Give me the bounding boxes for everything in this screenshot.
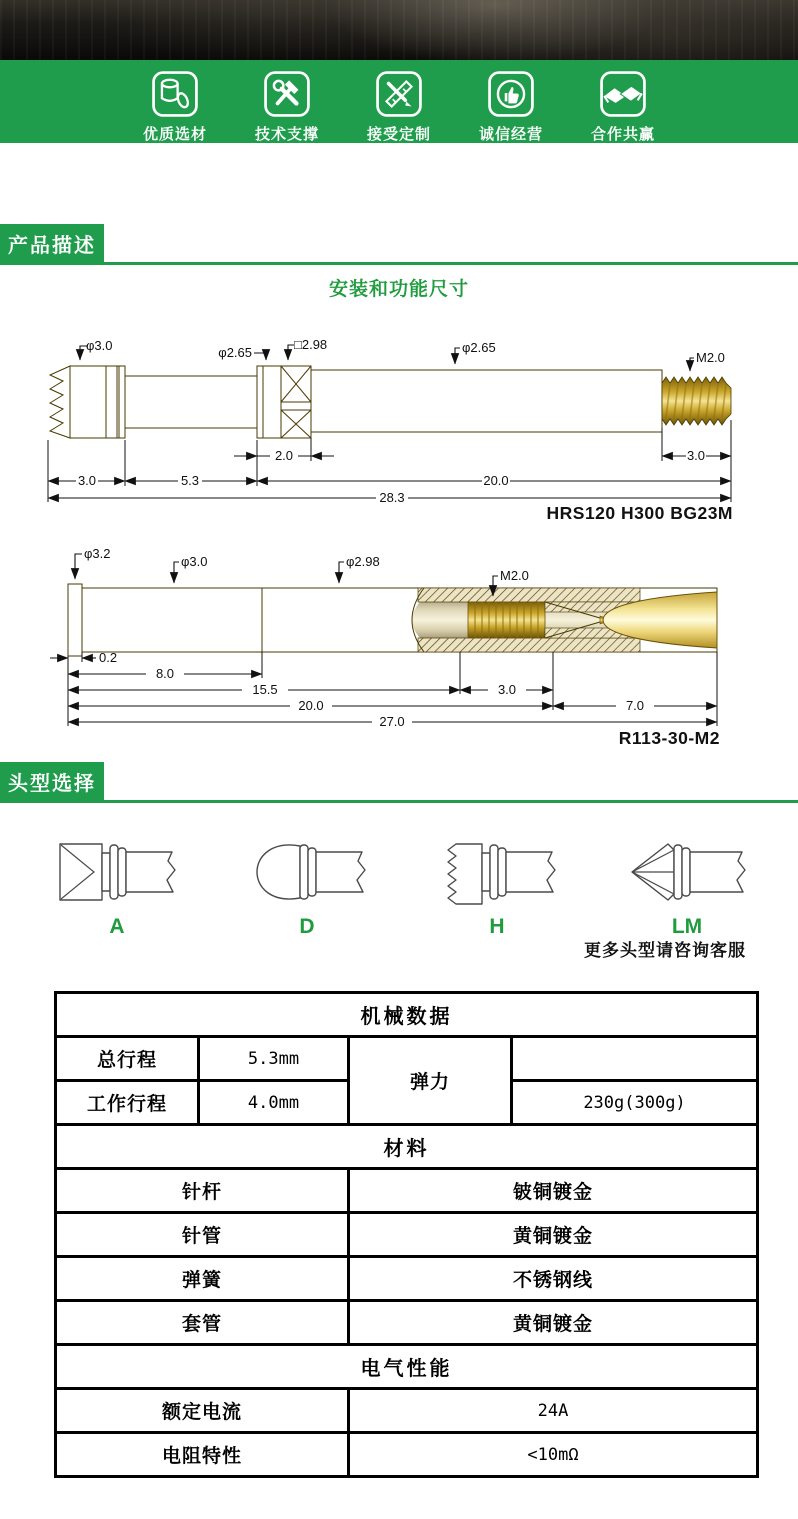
dim-label: φ3.0 (86, 338, 113, 353)
dim-label: 2.0 (274, 448, 294, 463)
dim-label: φ2.65 (218, 345, 252, 360)
feature-label: 合作共赢 (590, 126, 655, 143)
dim-label: 0.2 (99, 650, 118, 665)
table-row (56, 1389, 758, 1433)
head-type-label: H (489, 915, 505, 938)
dim-label: φ3.0 (181, 554, 208, 569)
probe-barrel (311, 370, 662, 432)
feature-item-tech-support (231, 60, 343, 144)
table-row (56, 1301, 758, 1345)
dim-label: φ2.98 (346, 554, 380, 569)
feature-label: 技术支撑 (254, 126, 319, 143)
table-section-header-row (56, 1125, 758, 1169)
section-divider (0, 800, 798, 803)
dimension-drawing-receptacle (0, 540, 798, 760)
dimension-drawing-probe (0, 330, 798, 530)
dim-label: 8.0 (155, 666, 175, 681)
feature-label: 接受定制 (366, 126, 431, 143)
table-row (56, 1257, 758, 1301)
spec-value-empty (512, 1037, 758, 1081)
spec-label-spring: 弹簧 (56, 1257, 349, 1301)
probe-thread (662, 377, 731, 425)
section-label-text: 产品描述 (8, 234, 96, 257)
head-type-option-a (52, 836, 182, 939)
section-label-head-type (0, 762, 104, 800)
internal-thread (468, 602, 545, 638)
spec-value-needle-shaft: 铍铜镀金 (349, 1169, 758, 1213)
dim-label: 7.0 (625, 698, 645, 713)
spec-value-resistance: <10mΩ (349, 1433, 758, 1477)
receptacle-flange (68, 584, 82, 656)
factory-photo (0, 0, 798, 60)
probe-square-section (281, 366, 311, 438)
head-type-label: D (299, 915, 315, 938)
table-row (56, 1213, 758, 1257)
section-label-product-description (0, 224, 104, 262)
feature-item-material (119, 60, 231, 144)
head-type-option-d (242, 836, 372, 939)
spec-value-needle-tube: 黄铜镀金 (349, 1213, 758, 1257)
handshake-icon (600, 71, 646, 117)
section-header-material: 材料 (56, 1125, 758, 1169)
table-row (56, 1169, 758, 1213)
spec-label-rated-current: 额定电流 (56, 1389, 349, 1433)
dim-label: 3.0 (77, 473, 97, 488)
spec-label-total-travel: 总行程 (56, 1037, 199, 1081)
more-head-types-note: 更多头型请咨询客服 (584, 941, 746, 960)
section-header-electrical: 电气性能 (56, 1345, 758, 1389)
head-type-d-drawing (242, 836, 372, 908)
head-type-a-drawing (52, 836, 182, 908)
table-section-header-row (56, 1345, 758, 1389)
dim-label: φ2.65 (462, 340, 496, 355)
dim-label: 5.3 (180, 473, 200, 488)
probe-body-art (50, 366, 731, 438)
feature-label: 优质选材 (142, 126, 207, 143)
dimension-annotations (48, 337, 733, 523)
table-row (56, 1433, 758, 1477)
dim-label: M2.0 (696, 350, 725, 365)
model-number: HRS120 H300 BG23M (546, 503, 733, 523)
spec-value-spring: 不锈钢线 (349, 1257, 758, 1301)
spec-value-working-travel: 4.0mm (199, 1081, 349, 1125)
tools-icon (264, 71, 310, 117)
feature-banner (0, 60, 798, 143)
integrity-icon (488, 71, 534, 117)
diagram-title: 安装和功能尺寸 (328, 279, 469, 300)
head-type-label: LM (671, 915, 703, 938)
receptacle-body-art (68, 584, 717, 656)
feature-item-integrity (455, 60, 567, 144)
spec-label-needle-shaft: 针杆 (56, 1169, 349, 1213)
dim-label: 20.0 (483, 473, 509, 488)
table-section-header-row (56, 993, 758, 1037)
spec-label-sleeve: 套管 (56, 1301, 349, 1345)
feature-item-customization (343, 60, 455, 144)
dim-label: □2.98 (294, 337, 328, 352)
feature-label: 诚信经营 (478, 126, 543, 143)
spec-table (54, 991, 759, 1478)
dim-label: 28.3 (379, 490, 405, 505)
spec-value-rated-current: 24A (349, 1389, 758, 1433)
section-label-text: 头型选择 (8, 772, 96, 795)
spec-label-working-travel: 工作行程 (56, 1081, 199, 1125)
dim-label: 20.0 (298, 698, 324, 713)
section-header-mechanical: 机械数据 (56, 993, 758, 1037)
dim-label: 3.0 (497, 682, 517, 697)
dim-label: 15.5 (252, 682, 278, 697)
probe-serrated-head (50, 366, 70, 438)
model-number: R113-30-M2 (618, 728, 720, 748)
spec-value-sleeve: 黄铜镀金 (349, 1301, 758, 1345)
head-type-lm-drawing (622, 836, 752, 908)
section-divider (0, 262, 798, 265)
probe-plunger-shaft (125, 376, 257, 428)
dim-label: 27.0 (379, 714, 405, 729)
probe-flange (257, 366, 281, 438)
spec-label-resistance: 电阻特性 (56, 1433, 349, 1477)
head-type-h-drawing (432, 836, 562, 908)
dim-label: M2.0 (500, 568, 529, 583)
spec-label-spring-force: 弹力 (349, 1037, 512, 1125)
custom-made-icon (376, 71, 422, 117)
feature-item-cooperation (567, 60, 679, 144)
material-icon (152, 71, 198, 117)
spec-value-spring-force: 230g(300g) (512, 1081, 758, 1125)
head-type-option-lm (622, 836, 752, 939)
head-type-option-h (432, 836, 562, 939)
dim-label: φ3.2 (84, 546, 111, 561)
spec-label-needle-tube: 针管 (56, 1213, 349, 1257)
table-row (56, 1037, 758, 1081)
dim-label: 3.0 (686, 448, 706, 463)
head-type-label: A (109, 915, 125, 938)
spec-value-total-travel: 5.3mm (199, 1037, 349, 1081)
